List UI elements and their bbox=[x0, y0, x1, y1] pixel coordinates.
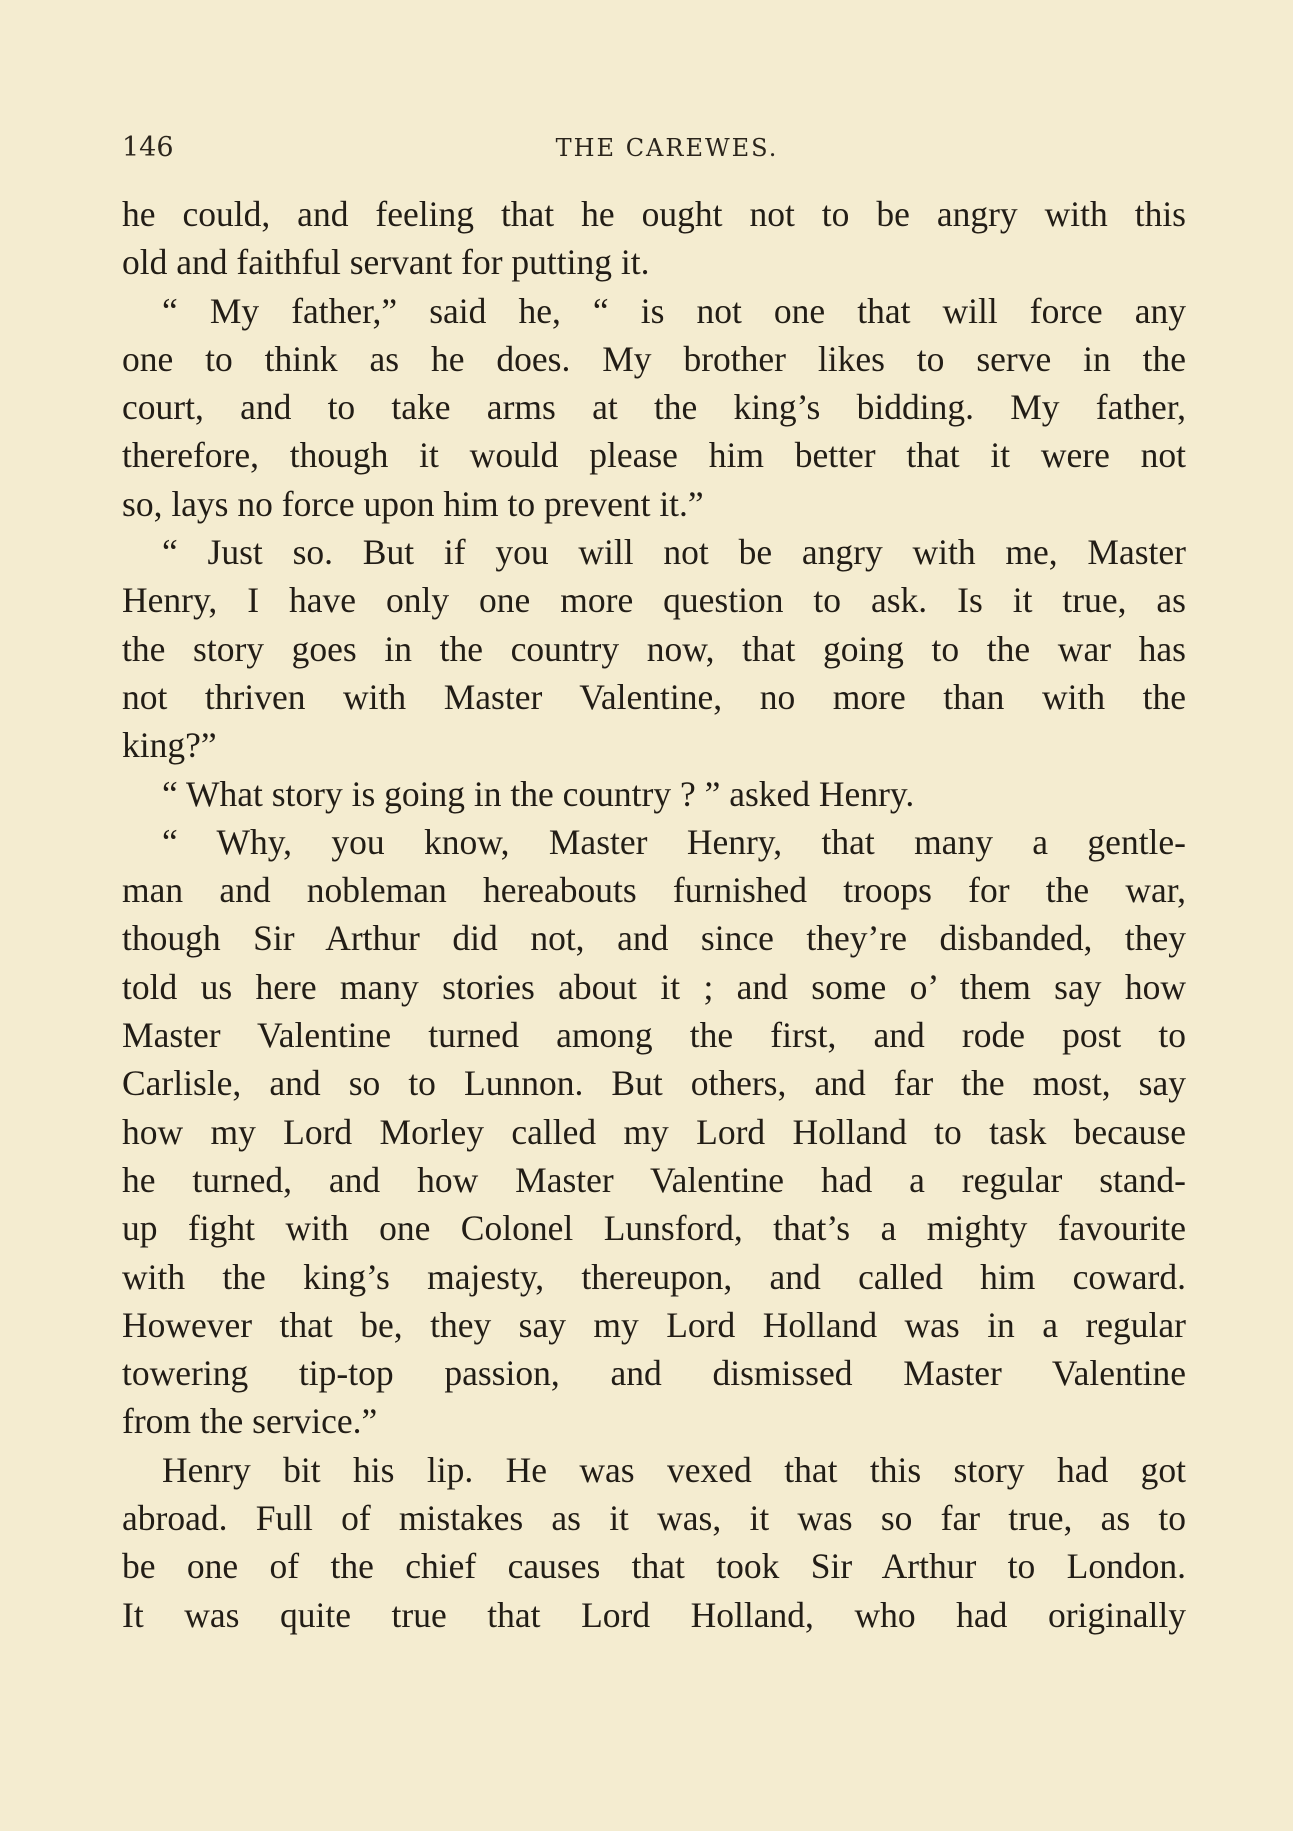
body-text bbox=[122, 190, 1186, 1639]
text-line: how my Lord Morley called my Lord Holland to task because bbox=[122, 1111, 1186, 1152]
text-line: one to think as he does. My brother likes to serve in the bbox=[122, 338, 1186, 379]
text-line: “ What story is going in the country ? ” asked Henry. bbox=[162, 773, 915, 814]
page-number: 146 bbox=[122, 132, 174, 163]
text-line: told us here many stories about it ; and some o’ them say how bbox=[122, 966, 1186, 1007]
text-line: Carlisle, and so to Lunnon. But others, and far the most, say bbox=[122, 1063, 1186, 1104]
text-line: Henry bit his lip. He was vexed that this story had got bbox=[162, 1449, 1186, 1490]
text-line: man and nobleman hereabouts furnished troops for the war, bbox=[122, 870, 1186, 911]
text-line: therefore, though it would please him better that it were not bbox=[122, 435, 1186, 476]
text-line: he could, and feeling that he ought not to be angry with this bbox=[122, 194, 1186, 234]
text-line: “ Just so. But if you will not be angry with me, Master bbox=[162, 532, 1186, 573]
text-line: not thriven with Master Valentine, no more than with the bbox=[122, 676, 1186, 717]
running-title: THE CAREWES. bbox=[555, 134, 779, 162]
running-head bbox=[122, 128, 1182, 168]
text-line: “ My father,” said he, “ is not one that will force any bbox=[162, 290, 1186, 331]
text-line: Henry, I have only one more question to ask. Is it true, as bbox=[122, 580, 1186, 621]
text-line: “ Why, you know, Master Henry, that many a gentle- bbox=[162, 821, 1186, 862]
text-line: It was quite true that Lord Holland, who had originally bbox=[122, 1594, 1186, 1635]
text-line: However that be, they say my Lord Holland was in a regular bbox=[122, 1304, 1186, 1345]
text-line: king?” bbox=[122, 725, 217, 766]
text-line: old and faithful servant for putting it. bbox=[122, 242, 650, 283]
text-line: Master Valentine turned among the first, and rode post to bbox=[122, 1015, 1186, 1056]
text-line: court, and to take arms at the king’s bidding. My father, bbox=[122, 387, 1186, 428]
text-line: though Sir Arthur did not, and since they’re disbanded, they bbox=[122, 918, 1186, 959]
text-line: so, lays no force upon him to prevent it.” bbox=[122, 483, 704, 524]
text-line: be one of the chief causes that took Sir Arthur to London. bbox=[122, 1546, 1186, 1587]
text-line: abroad. Full of mistakes as it was, it was so far true, as to bbox=[122, 1498, 1186, 1539]
text-line: from the service.” bbox=[122, 1401, 378, 1442]
text-line: with the king’s majesty, thereupon, and called him coward. bbox=[122, 1256, 1186, 1297]
text-line: he turned, and how Master Valentine had a regular stand- bbox=[122, 1159, 1186, 1200]
text-line: the story goes in the country now, that going to the war has bbox=[122, 628, 1186, 669]
text-line: towering tip-top passion, and dismissed Master Valentine bbox=[122, 1353, 1186, 1394]
text-line: up fight with one Colonel Lunsford, that’s a mighty favourite bbox=[122, 1208, 1186, 1249]
